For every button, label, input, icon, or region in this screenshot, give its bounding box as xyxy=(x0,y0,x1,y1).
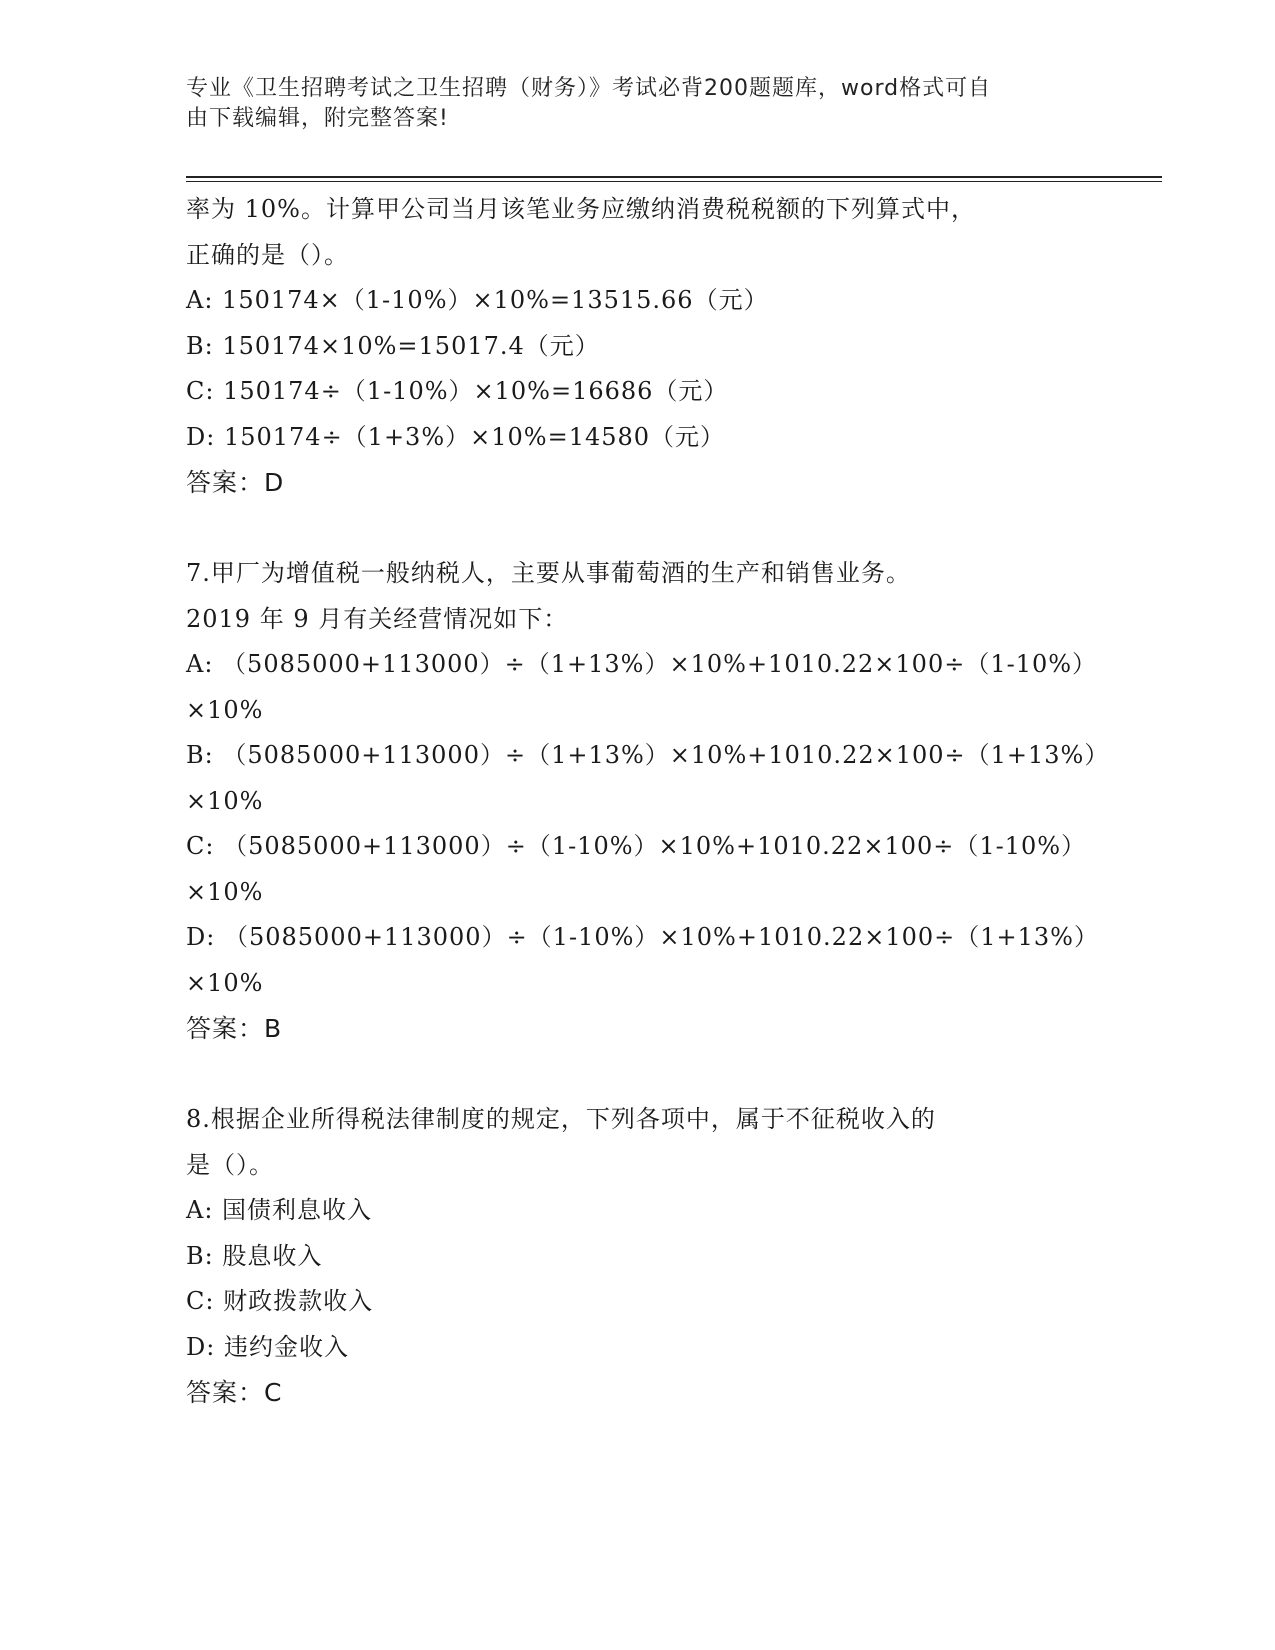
question-stem-line: 8.根据企业所得税法律制度的规定，下列各项中，属于不征税收入的 xyxy=(186,1105,936,1133)
option-a-continued: ×10% xyxy=(186,695,264,724)
option-c: C: 财政拨款收入 xyxy=(186,1287,374,1315)
option-d: D: 150174÷（1+3%）×10%=14580（元） xyxy=(186,422,726,451)
option-b: B: 股息收入 xyxy=(186,1241,323,1270)
question-6 xyxy=(186,187,1086,506)
option-a: A: （5085000+113000）÷（1+13%）×10%+1010.22×100÷（1-10%） xyxy=(186,650,1098,678)
question-stem-line: 率为 10%。计算甲公司当月该笔业务应缴纳消费税税额的下列算式中， xyxy=(186,195,976,223)
question-stem-line: 7.甲厂为增值税一般纳税人，主要从事葡萄酒的生产和销售业务。 xyxy=(186,559,911,587)
option-d: D: 违约金收入 xyxy=(186,1332,349,1361)
question-8 xyxy=(186,1097,1086,1416)
option-d: D: （5085000+113000）÷（1-10%）×10%+1010.22×100÷（1+13%） xyxy=(186,923,1099,951)
option-c: C: 150174÷（1-10%）×10%=16686（元） xyxy=(186,377,729,405)
option-a: A: 国债利息收入 xyxy=(186,1196,373,1224)
spacer xyxy=(186,506,1086,552)
option-b-continued: ×10% xyxy=(186,786,264,815)
option-b: B: 150174×10%=15017.4（元） xyxy=(186,331,600,360)
spacer xyxy=(186,1052,1086,1098)
answer-text: 答案：D xyxy=(186,468,285,497)
document-header xyxy=(186,74,1076,134)
header-divider-thin xyxy=(186,181,1162,182)
header-title-line-1: 专业《卫生招聘考试之卫生招聘（财务）》考试必背200题题库，word格式可自 xyxy=(186,76,992,101)
question-7 xyxy=(186,551,1110,1052)
header-divider-thick xyxy=(186,176,1162,178)
option-c-continued: ×10% xyxy=(186,877,264,906)
option-d-continued: ×10% xyxy=(186,968,264,997)
header-title-line-2: 由下载编辑，附完整答案! xyxy=(186,106,449,131)
answer-text: 答案：B xyxy=(186,1014,283,1043)
option-c: C: （5085000+113000）÷（1-10%）×10%+1010.22×100÷（1-10%） xyxy=(186,832,1087,860)
question-stem-line: 是（）。 xyxy=(186,1150,274,1179)
option-a: A: 150174×（1-10%）×10%=13515.66（元） xyxy=(186,286,769,314)
question-stem-line: 2019 年 9 月有关经营情况如下： xyxy=(186,604,569,633)
question-stem-line: 正确的是（）。 xyxy=(186,240,349,269)
option-b: B: （5085000+113000）÷（1+13%）×10%+1010.22×100÷（1+13%） xyxy=(186,741,1110,769)
question-content xyxy=(186,187,1110,1416)
answer-text: 答案：C xyxy=(186,1378,283,1407)
